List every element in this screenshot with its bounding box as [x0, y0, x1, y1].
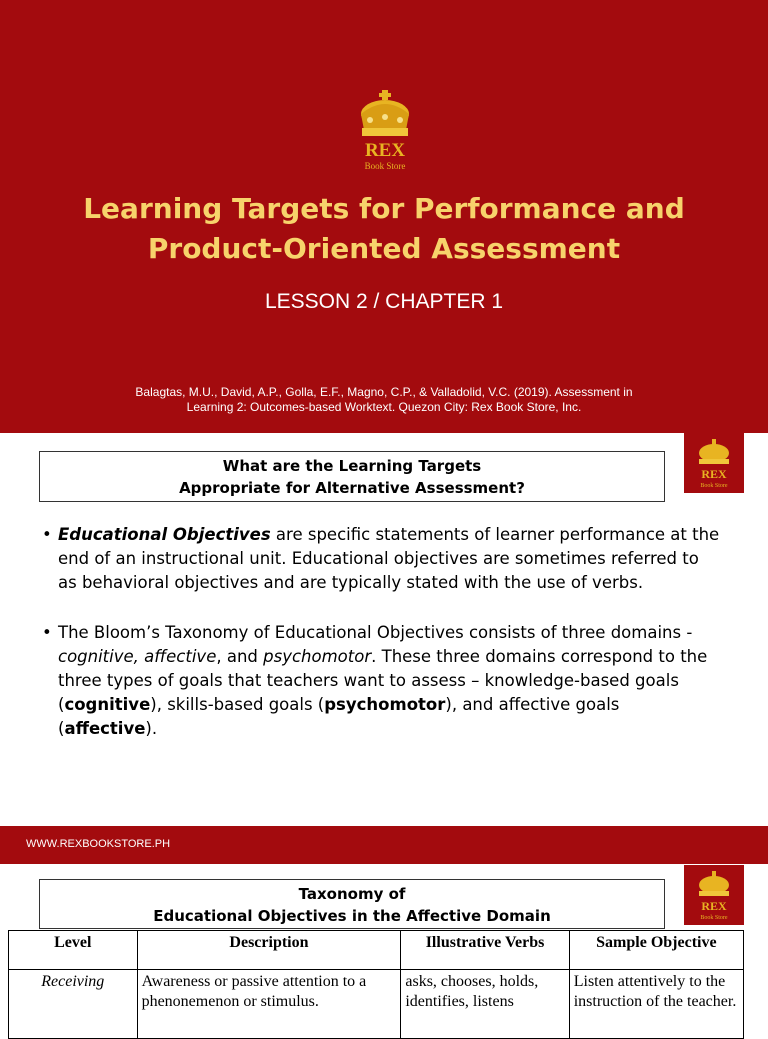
rex-logo-small [684, 865, 744, 925]
svg-text:Book Store: Book Store [364, 161, 406, 171]
rex-logo [350, 90, 420, 172]
bullet-blooms-taxonomy [40, 621, 720, 741]
learning-targets-heading-box [39, 451, 665, 502]
cell-sample-objective: Listen attentively to the instruction of the teacher. [569, 970, 743, 1039]
svg-text:REX: REX [701, 899, 727, 913]
citation-line-1: Balagtas, M.U., David, A.P., Golla, E.F., Magno, C.P., & Valladolid, V.C. (2019). Assessment in [135, 385, 633, 399]
svg-text:REX: REX [364, 140, 406, 161]
domain-psychomotor: psychomotor [263, 647, 372, 666]
footer-bar [0, 826, 768, 864]
heading-line-1: What are the Learning Targets [222, 457, 482, 475]
affective-domain-table [8, 930, 744, 1039]
svg-text:Book Store: Book Store [700, 483, 728, 489]
website-link[interactable]: WWW.REXBOOKSTORE.PH [26, 838, 171, 850]
bullet-dot: • [42, 623, 52, 642]
heading-line-2: Educational Objectives in the Affective Domain [153, 907, 551, 925]
bullet-2-text-f: ). [145, 719, 158, 738]
bullet-2-text-a: The Bloom’s Taxonomy of Educational Objectives consists of three domains - [58, 623, 693, 642]
citation-line-2: Learning 2: Outcomes-based Worktext. Quezon City: Rex Book Store, Inc. [186, 400, 582, 414]
rex-logo-small [684, 433, 744, 493]
cell-description: Awareness or passive attention to a phenonemenon or stimulus. [137, 970, 401, 1039]
bullet-2-text-b: , and [216, 647, 264, 666]
bullet-2-text-c: . These three domains correspond to the three types of goals that teachers want to assess – knowledge-based goals ( [58, 647, 708, 714]
slide-title [0, 189, 768, 269]
table-row [9, 970, 744, 1039]
goal-psychomotor: psychomotor [324, 695, 446, 714]
crown-icon [684, 433, 744, 493]
crown-icon [684, 865, 744, 925]
lesson-subtitle: LESSON 2 / CHAPTER 1 [264, 290, 504, 313]
title-line-2: Product-Oriented Assessment [147, 232, 621, 265]
goal-affective: affective [64, 719, 146, 738]
taxonomy-heading-box [39, 879, 665, 929]
bullet-list [40, 523, 720, 741]
term-educational-objectives: Educational Objectives [58, 525, 271, 544]
heading-line-2: Appropriate for Alternative Assessment? [179, 479, 525, 497]
bullet-2-text-d: ), skills-based goals ( [150, 695, 325, 714]
header-level: Level [9, 931, 138, 970]
bullet-educational-objectives [40, 523, 720, 595]
header-illustrative-verbs: Illustrative Verbs [401, 931, 569, 970]
cell-verbs: asks, chooses, holds, identifies, listens [401, 970, 569, 1039]
citation [100, 385, 668, 415]
table-header-row [9, 931, 744, 970]
heading-line-1: Taxonomy of [298, 885, 406, 903]
bullet-2-text-e: ), and affective goals ( [58, 695, 620, 738]
goal-cognitive: cognitive [64, 695, 151, 714]
svg-text:Book Store: Book Store [700, 915, 728, 921]
title-line-1: Learning Targets for Performance and [83, 192, 685, 225]
bullet-dot: • [42, 525, 52, 544]
header-description: Description [137, 931, 401, 970]
title-slide [0, 0, 768, 433]
bullet-1-text: are specific statements of learner performance at the end of an instructional unit. Educational objectives are sometimes referred to as behavioral objectives and are typically stated with the use of verbs. [58, 525, 720, 592]
header-sample-objective: Sample Objective [569, 931, 743, 970]
cell-level: Receiving [9, 970, 138, 1039]
svg-text:REX: REX [701, 467, 727, 481]
crown-icon [350, 90, 420, 172]
domain-cognitive-affective: cognitive, affective [58, 647, 217, 666]
